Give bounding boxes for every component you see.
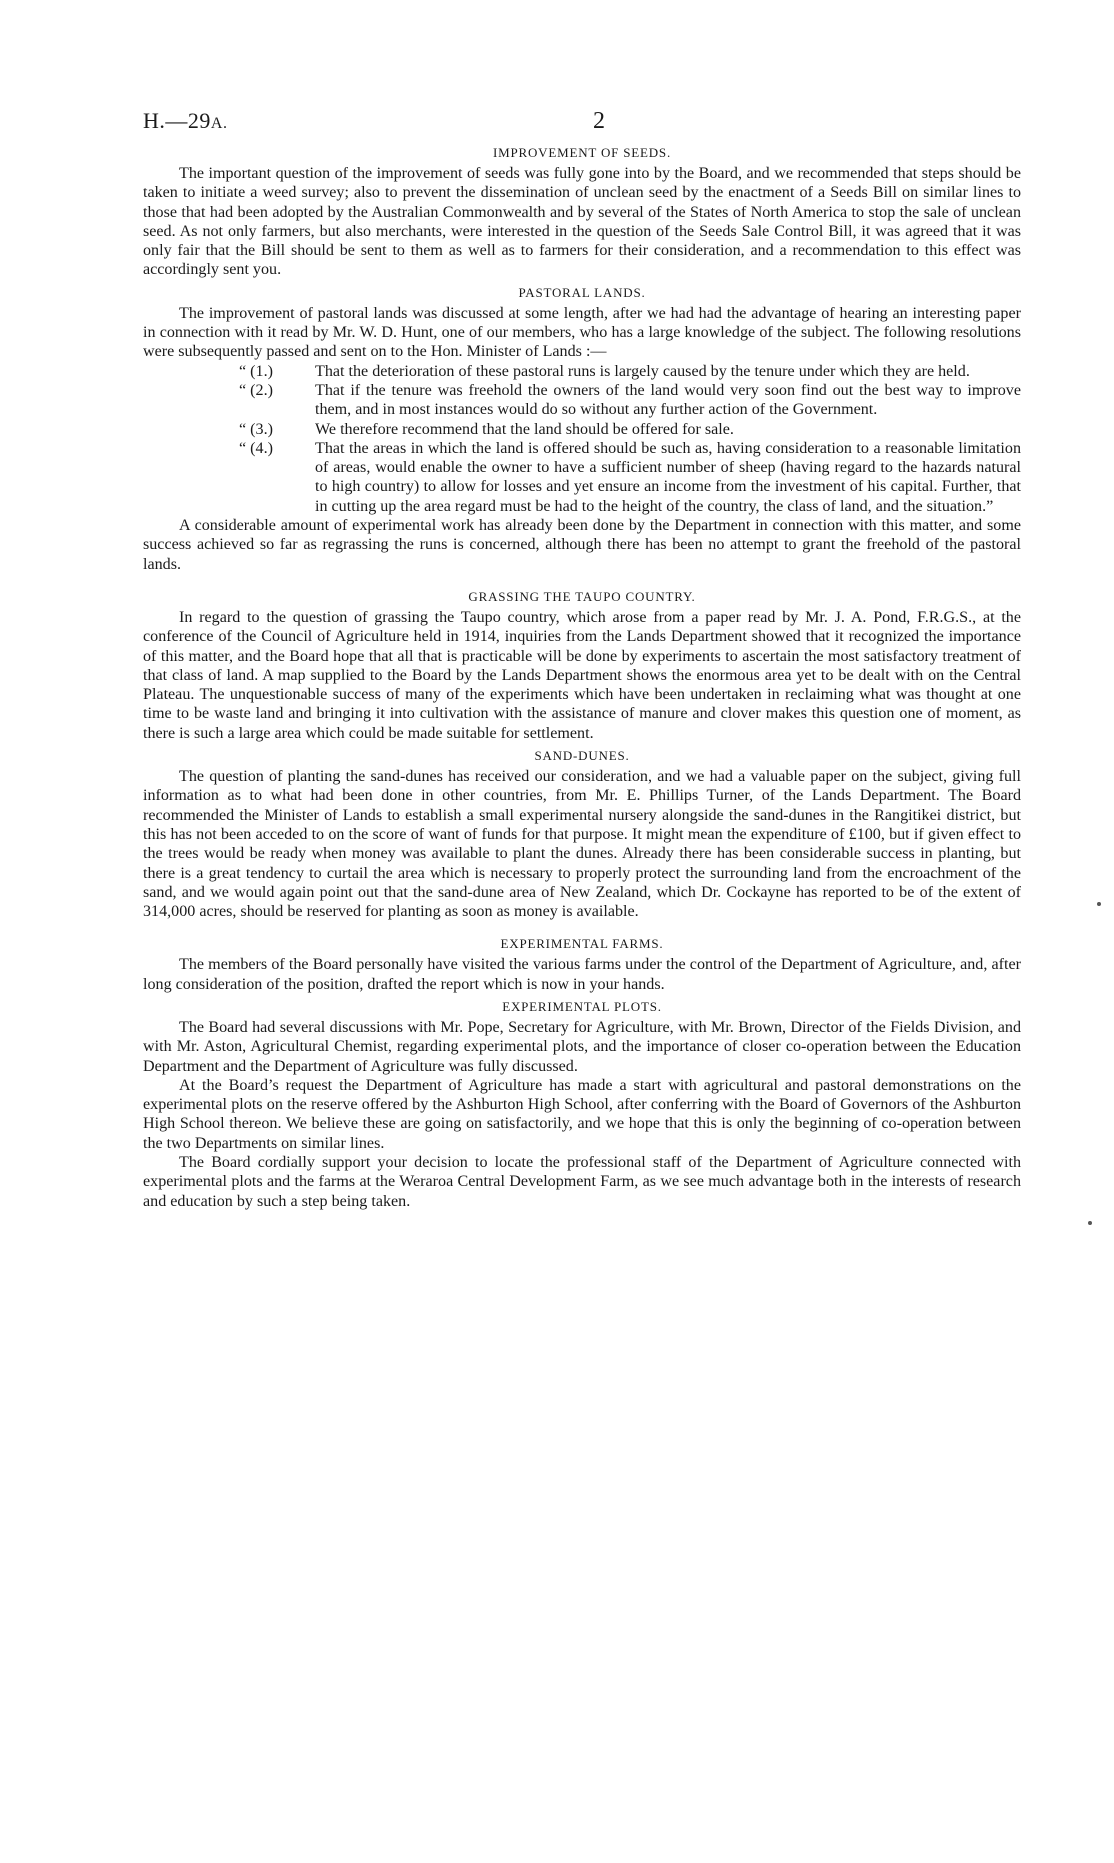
paragraph: A considerable amount of experimental work has already been done by the Department in connection with this matter, and some success achieved so far as regrassing the runs is concerned, although there has been no attempt to grant the freehold of the pastoral lands. [143, 517, 1021, 573]
paragraph: The important question of the improvement of seeds was fully gone into by the Board, and we recommended that steps should be taken to initiate a weed survey; also to prevent the dissemination of unclean seed by the enactment of a Seeds Bill on similar lines to those that had been adopted by the Australian Commonwealth and by several of the States of North America to stop the sale of unclean seed. As not only farmers, but also merchants, were interested in the question of the Seeds Sale Control Bill, it was agreed that it was only fair that the Bill should be sent to them as well as to farmers for their consideration, and a recommendation to this effect was accordingly sent you. [143, 165, 1021, 279]
paragraph: At the Board’s request the Department of Agriculture has made a start with agricultural and pastoral demonstrations on the experimental plots on the reserve offered by the Ashburton High School, after conferring with the Board of Governors of the Ashburton High School thereon. We believe these are going on satisfactorily, and we hope that this is only the beginning of co-operation between the two Departments on similar lines. [143, 1076, 1021, 1152]
margin-speck [1088, 1221, 1092, 1225]
document-reference [143, 108, 227, 134]
resolution-number: “ (4.) [239, 439, 273, 457]
section-pastoral-lands [143, 284, 1021, 574]
section-experimental-farms [143, 935, 1021, 994]
paragraph: The question of planting the sand-dunes has received our consideration, and we had a valuable paper on the subject, giving full information as to what had been done in other countries, from Mr. E. Phillips Turner, of the Lands Department. The Board recommended the Minister of Lands to establish a small experimental nursery alongside the sand-dunes in the Rangitikei district, but this has not been acceded to on the score of want of funds for that purpose. It might mean the expenditure of £100, but if given effect to the trees would be ready when money was available to plant the dunes. Already there has been considerable success in planting, but there is a great tendency to curtail the area which is necessary to properly protect the surrounding land from the encroachment of the sand, and we would again point out that the sand-dune area of New Zealand, which Dr. Cockayne has reported to be of the extent of 314,000 acres, should be reserved for planting as soon as money is available. [143, 768, 1021, 921]
resolution-text: That the areas in which the land is offered should be such as, having consideration to a reasonable limitation of areas, would enable the owner to have a sufficient number of sheep (having regard to the hazards natural to high country) to allow for losses and yet ensure an income from the investment of his capital. Further, that in cutting up the area regard must be had to the height of the country, the class of land, and the situation.” [315, 439, 1021, 515]
section-heading: PASTORAL LANDS. [518, 284, 646, 300]
resolution-number: “ (1.) [239, 362, 273, 380]
resolution-number: “ (3.) [239, 420, 273, 438]
resolution-item [239, 420, 1021, 439]
paragraph: The Board had several discussions with Mr. Pope, Secretary for Agriculture, with Mr. Brown, Director of the Fields Division, and with Mr. Aston, Agricultural Chemist, regarding experimental plots, and the importance of closer co-operation between the Education Department and the Department of Agriculture was fully discussed. [143, 1018, 1021, 1075]
section-heading: SAND-DUNES. [534, 748, 630, 764]
resolution-item [239, 439, 1021, 516]
paragraph: The Board cordially support your decision to locate the professional staff of the Department of Agriculture connected with experimental plots and the farms at the Weraroa Central Development Farm, as we see much advantage both in the interests of research and education by such a step being taken. [143, 1154, 1021, 1210]
section-heading: EXPERIMENTAL PLOTS. [502, 998, 662, 1014]
resolution-number: “ (2.) [239, 381, 273, 399]
document-page [143, 108, 1021, 1211]
section-improvement-of-seeds [143, 144, 1021, 280]
resolution-text: That the deterioration of these pastoral runs is largely caused by the tenure under which they are held. [315, 362, 970, 380]
paragraph: The improvement of pastoral lands was discussed at some length, after we had had the advantage of hearing an interesting paper in connection with it read by Mr. W. D. Hunt, one of our members, who has a large knowledge of the subject. The following resolutions were subsequently passed and sent on to the Hon. Minister of Lands :— [143, 304, 1021, 361]
resolution-text: That if the tenure was freehold the owners of the land would very soon find out the best way to improve them, and in most instances would do so without any further action of the Government. [315, 381, 1021, 419]
section-heading: IMPROVEMENT OF SEEDS. [493, 145, 671, 160]
margin-speck [1097, 902, 1101, 906]
resolution-text: We therefore recommend that the land should be offered for sale. [315, 420, 734, 438]
section-grassing-taupo [143, 588, 1021, 743]
paragraph: In regard to the question of grassing the Taupo country, which arose from a paper read by Mr. J. A. Pond, F.R.G.S., at the conference of the Council of Agriculture held in 1914, inquiries from the Lands Department showed that it recognized the importance of this matter, and the Board hope that all that is practicable will be done by experiments to ascertain the most satisfactory treatment of that class of land. A map supplied to the Board by the Lands Department shows the enormous area yet to be dealt with on the Central Plateau. The unquestionable success of many of the experiments which have been undertaken in reclaiming what was thought at one time to be waste land and bringing it into cultivation with the assistance of manure and clover makes this question one of moment, as there is such a large area which could be made suitable for settlement. [143, 608, 1021, 742]
document-reference-suffix: A. [210, 115, 228, 132]
paragraph: The members of the Board personally have visited the various farms under the control of the Department of Agriculture, and, after long consideration of the position, drafted the report which is now in your hands. [143, 956, 1021, 993]
resolution-item [239, 381, 1021, 420]
section-heading: EXPERIMENTAL FARMS. [500, 936, 664, 952]
section-heading: GRASSING THE TAUPO COUNTRY. [468, 588, 696, 604]
resolution-item [239, 362, 1021, 381]
section-experimental-plots [143, 998, 1021, 1211]
running-header [143, 108, 1021, 140]
page-number: 2 [593, 108, 605, 134]
document-reference-prefix: H.—29 [143, 108, 211, 133]
section-sand-dunes [143, 747, 1021, 921]
